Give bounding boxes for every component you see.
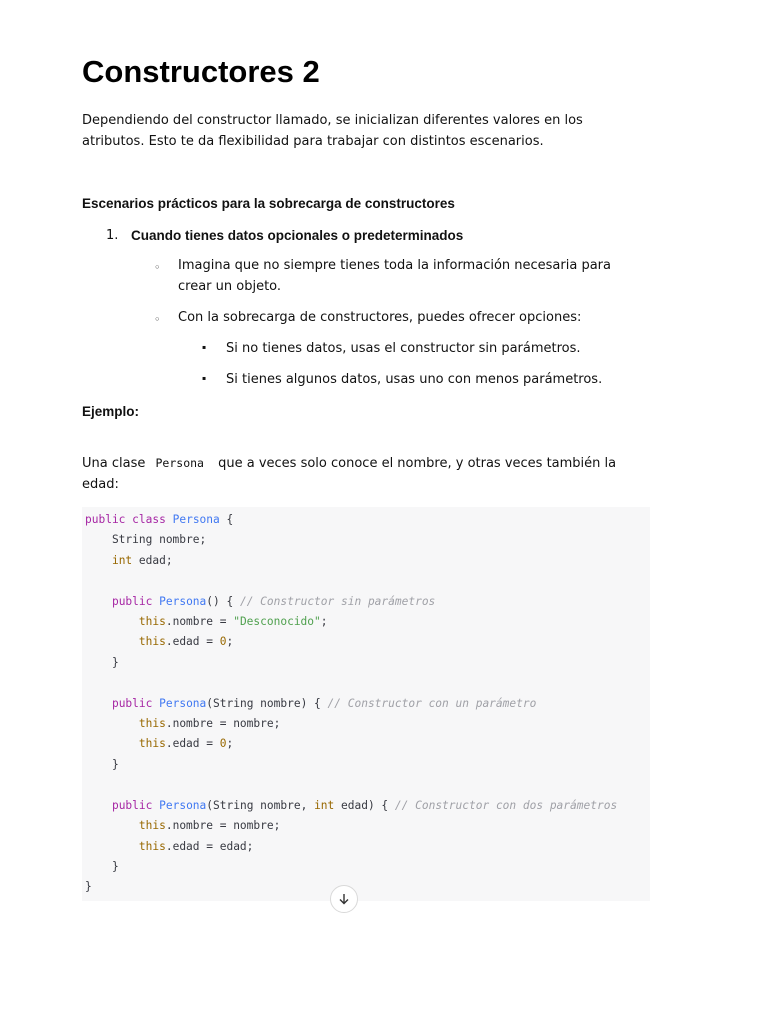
- code-token: () {: [206, 594, 240, 608]
- code-token: .nombre = nombre;: [165, 717, 281, 731]
- code-token: {: [219, 513, 234, 526]
- hollow-bullet-icon: ◦: [154, 261, 161, 274]
- inline-code: Persona: [155, 456, 204, 470]
- ordered-list-item: Cuando tienes datos opcionales o predeterminados: [131, 228, 464, 243]
- code-token: this: [138, 737, 166, 751]
- code-token: Persona: [159, 594, 207, 608]
- desc-text-after: que a veces solo conoce el nombre, y otras veces también la edad:: [82, 456, 617, 492]
- arrow-down-icon: [338, 893, 350, 905]
- list-item: Si tienes algunos datos, usas uno con menos parámetros.: [226, 372, 603, 387]
- list-item: Si no tienes datos, usas el constructor sin parámetros.: [226, 341, 581, 356]
- page-bottom-area: [0, 902, 768, 1024]
- code-token: .edad =: [165, 635, 220, 649]
- code-token: public: [111, 798, 153, 812]
- code-token: int: [314, 798, 335, 812]
- code-comment: // Constructor con un parámetro: [327, 696, 537, 710]
- code-token: this: [138, 819, 166, 833]
- section-heading: Escenarios prácticos para la sobrecarga de constructores: [82, 196, 455, 211]
- hollow-bullet-icon: ◦: [154, 313, 161, 326]
- code-number: 0: [219, 737, 227, 751]
- code-token: (String nombre) {: [206, 696, 328, 710]
- code-token: class: [132, 513, 166, 526]
- code-token: this: [138, 839, 166, 853]
- code-string: "Desconocido": [233, 615, 321, 629]
- page-title: Constructores 2: [82, 54, 320, 89]
- code-token: .edad =: [165, 737, 220, 751]
- code-line: }: [85, 655, 119, 669]
- code-token: public: [85, 513, 126, 526]
- desc-text-before: Una clase: [82, 456, 146, 471]
- code-token: this: [138, 635, 166, 649]
- code-line: String nombre;: [85, 533, 207, 547]
- code-token: ;: [226, 737, 234, 751]
- code-token: ;: [320, 615, 328, 629]
- example-label: Ejemplo:: [82, 404, 140, 419]
- example-description: [82, 453, 642, 495]
- list-item: Imagina que no siempre tienes toda la información necesaria para crear un objeto.: [178, 258, 611, 294]
- code-token: this: [138, 615, 166, 629]
- code-token: public: [111, 696, 153, 710]
- square-bullet-icon: ▪: [202, 375, 207, 382]
- code-token: Persona: [159, 798, 207, 812]
- ordered-list-number: 1.: [106, 228, 119, 243]
- code-line: }: [85, 880, 92, 894]
- code-content: [85, 510, 617, 898]
- code-token: Persona: [172, 513, 220, 526]
- list-item: Con la sobrecarga de constructores, puedes ofrecer opciones:: [178, 310, 582, 325]
- code-token: edad;: [132, 553, 173, 567]
- code-token: ;: [226, 635, 234, 649]
- code-token: .nombre =: [165, 615, 234, 629]
- code-token: this: [138, 717, 166, 731]
- code-number: 0: [219, 635, 227, 649]
- code-token: public: [111, 594, 153, 608]
- code-line: }: [85, 859, 119, 873]
- code-token: (String nombre,: [206, 798, 315, 812]
- intro-paragraph: Dependiendo del constructor llamado, se inicializan diferentes valores en los atributos. Esto te da flexibilidad para trabajar con distintos escenarios.: [82, 113, 583, 149]
- code-block[interactable]: [82, 507, 650, 901]
- code-token: int: [111, 553, 133, 567]
- square-bullet-icon: ▪: [202, 344, 207, 351]
- scroll-down-button[interactable]: [330, 885, 358, 913]
- code-comment: // Constructor sin parámetros: [239, 594, 436, 608]
- code-token: edad) {: [334, 798, 395, 812]
- code-comment: // Constructor con dos parámetros: [394, 798, 618, 812]
- code-token: .nombre = nombre;: [165, 819, 281, 833]
- code-token: .edad = edad;: [165, 839, 254, 853]
- code-token: Persona: [159, 696, 207, 710]
- code-line: }: [85, 757, 119, 771]
